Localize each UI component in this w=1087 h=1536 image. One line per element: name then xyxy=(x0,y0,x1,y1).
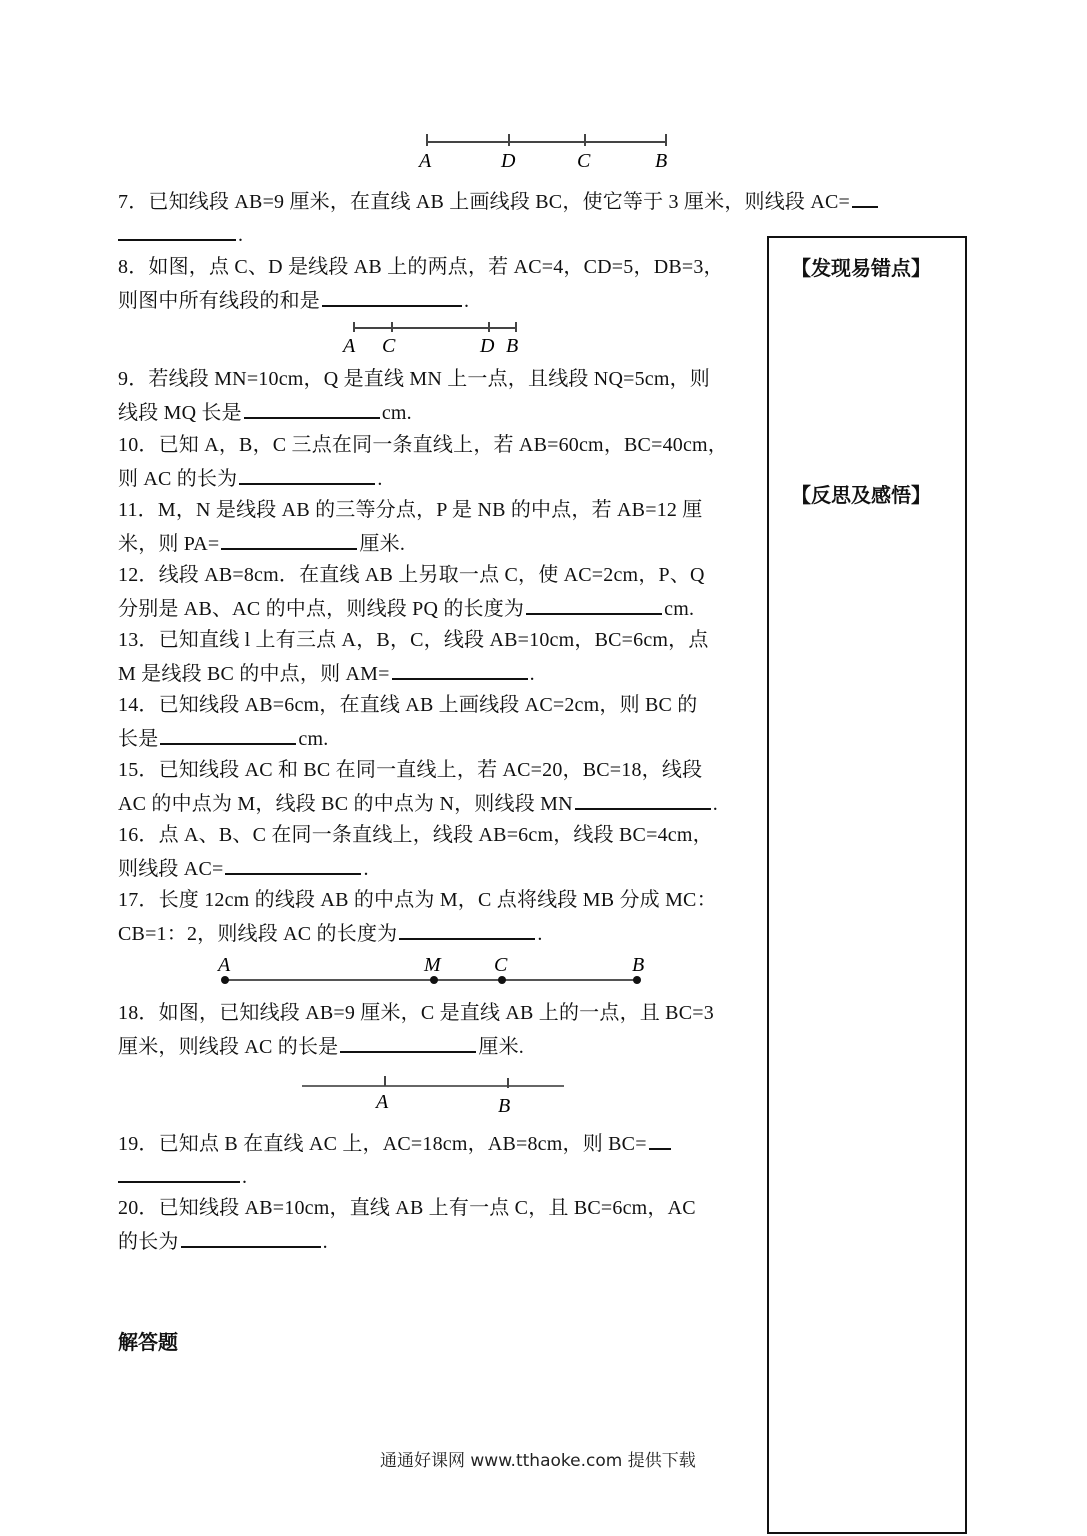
question-20-line-2 xyxy=(118,1228,328,1255)
punctuation: . xyxy=(464,290,470,312)
question-14-text-2: 长是 xyxy=(118,728,159,750)
punctuation: . xyxy=(238,224,244,246)
label-c: C xyxy=(494,954,508,976)
footer-text: 通通好课网 www.tthaoke.com 提供下载 xyxy=(380,1451,696,1471)
question-10-text-2: 则 AC 的长为 xyxy=(118,468,238,490)
answer-blank[interactable] xyxy=(392,660,528,680)
figure-18-segment xyxy=(298,1072,570,1116)
figure-17-segment xyxy=(212,952,657,992)
label-d: D xyxy=(480,335,495,357)
sidebar-title-mistakes: 【发现易错点】 xyxy=(791,256,931,280)
sidebar-title-reflection: 【反思及感悟】 xyxy=(791,483,931,507)
answer-blank[interactable] xyxy=(649,1130,671,1150)
question-17-text: 17．长度 12cm 的线段 AB 的中点为 M，C 点将线段 MB 分成 MC： xyxy=(118,889,717,911)
question-12-line-2 xyxy=(118,595,694,622)
question-8-text-2: 则图中所有线段的和是 xyxy=(118,290,320,312)
question-11-line-2 xyxy=(118,530,405,557)
notes-sidebar xyxy=(767,236,967,1534)
label-b: B xyxy=(632,954,645,976)
question-16-line-2 xyxy=(118,855,369,882)
label-b: B xyxy=(506,335,519,357)
question-15-line-2 xyxy=(118,790,718,817)
question-9-line-2 xyxy=(118,399,412,426)
punctuation: . xyxy=(712,793,718,815)
question-11-line-1 xyxy=(118,497,703,523)
label-c: C xyxy=(382,335,396,357)
answer-blank[interactable] xyxy=(239,465,375,485)
question-7-line-2 xyxy=(118,221,243,248)
label-d: D xyxy=(501,150,516,172)
figure-top-segment xyxy=(415,130,680,172)
label-a: A xyxy=(218,954,231,976)
question-20-text-2: 的长为 xyxy=(118,1231,179,1253)
punctuation: . xyxy=(537,923,543,945)
question-18-text: 18．如图，已知线段 AB=9 厘米，C 是直线 AB 上的一点，且 BC=3 xyxy=(118,1002,714,1024)
answer-blank[interactable] xyxy=(118,1163,240,1183)
question-14-text: 14．已知线段 AB=6cm，在直线 AB 上画线段 AC=2cm，则 BC 的 xyxy=(118,694,698,716)
punctuation: . xyxy=(529,663,535,685)
question-9-text-2: 线段 MQ 长是 xyxy=(118,402,242,424)
unit: cm. xyxy=(381,402,412,424)
question-15-line-1 xyxy=(118,757,702,783)
question-17-text-2: CB=1：2，则线段 AC 的长度为 xyxy=(118,923,398,945)
answer-blank[interactable] xyxy=(181,1228,321,1248)
question-15-text: 15．已知线段 AC 和 BC 在同一直线上，若 AC=20，BC=18，线段 xyxy=(118,759,703,781)
answer-blank[interactable] xyxy=(852,188,878,208)
question-12-text-2: 分别是 AB、AC 的中点，则线段 PQ 的长度为 xyxy=(118,598,525,620)
question-10-line-2 xyxy=(118,465,383,492)
label-a: A xyxy=(419,150,432,172)
answer-blank[interactable] xyxy=(244,399,380,419)
punctuation: . xyxy=(322,1231,328,1253)
question-12-text: 12．线段 AB=8cm．在直线 AB 上另取一点 C，使 AC=2cm，P、Q xyxy=(118,564,705,586)
question-20-line-1 xyxy=(118,1195,696,1221)
unit: cm. xyxy=(664,598,695,620)
question-16-text-2: 则线段 AC= xyxy=(118,858,224,880)
question-18-line-2 xyxy=(118,1033,524,1060)
question-19-line-1 xyxy=(118,1130,673,1157)
answer-blank[interactable] xyxy=(322,287,462,307)
question-18-line-1 xyxy=(118,1000,714,1026)
answer-blank[interactable] xyxy=(160,725,296,745)
unit: 厘米. xyxy=(359,533,406,555)
question-12-line-1 xyxy=(118,562,705,588)
question-13-line-1 xyxy=(118,627,709,653)
question-14-line-1 xyxy=(118,692,697,718)
question-13-text: 13．已知直线 l 上有三点 A，B，C，线段 AB=10cm，BC=6cm，点 xyxy=(118,629,709,651)
question-8-text: 8．如图，点 C、D 是线段 AB 上的两点，若 AC=4，CD=5，DB=3， xyxy=(118,256,724,278)
answer-blank[interactable] xyxy=(575,790,711,810)
figure-8-segment xyxy=(340,318,530,358)
question-11-text-2: 米，则 PA= xyxy=(118,533,220,555)
question-8-line-1 xyxy=(118,254,724,280)
label-a: A xyxy=(376,1091,389,1113)
section-heading: 解答题 xyxy=(118,1330,178,1354)
question-14-line-2 xyxy=(118,725,328,752)
label-c: C xyxy=(577,150,591,172)
question-17-line-2 xyxy=(118,920,543,947)
question-20-text: 20．已知线段 AB=10cm，直线 AB 上有一点 C，且 BC=6cm，AC xyxy=(118,1197,696,1219)
answer-blank[interactable] xyxy=(221,530,357,550)
label-m: M xyxy=(424,954,441,976)
question-7-text: 7．已知线段 AB=9 厘米，在直线 AB 上画线段 BC，使它等于 3 厘米，则线段 AC= xyxy=(118,191,850,213)
question-10-text: 10．已知 A，B，C 三点在同一条直线上，若 AB=60cm，BC=40cm， xyxy=(118,434,729,456)
answer-blank[interactable] xyxy=(526,595,662,615)
question-13-line-2 xyxy=(118,660,535,687)
question-16-line-1 xyxy=(118,822,713,848)
unit: cm. xyxy=(298,728,329,750)
punctuation: . xyxy=(242,1166,248,1188)
answer-blank[interactable] xyxy=(225,855,361,875)
question-7-line-1 xyxy=(118,188,880,215)
unit: 厘米. xyxy=(478,1036,524,1058)
punctuation: . xyxy=(363,858,369,880)
question-13-text-2: M 是线段 BC 的中点，则 AM= xyxy=(118,663,390,685)
question-16-text: 16．点 A、B、C 在同一条直线上，线段 AB=6cm，线段 BC=4cm， xyxy=(118,824,713,846)
answer-blank[interactable] xyxy=(399,920,535,940)
question-8-line-2 xyxy=(118,287,469,314)
question-10-line-1 xyxy=(118,432,728,458)
question-18-text-2: 厘米，则线段 AC 的长是 xyxy=(118,1036,339,1058)
label-a: A xyxy=(343,335,356,357)
answer-blank[interactable] xyxy=(340,1033,476,1053)
label-b: B xyxy=(655,150,668,172)
question-15-text-2: AC 的中点为 M，线段 BC 的中点为 N，则线段 MN xyxy=(118,793,573,815)
question-19-text: 19．已知点 B 在直线 AC 上，AC=18cm，AB=8cm，则 BC= xyxy=(118,1133,647,1155)
question-17-line-1 xyxy=(118,887,717,913)
question-19-line-2 xyxy=(118,1163,247,1190)
question-9-line-1 xyxy=(118,366,710,392)
question-11-text: 11．M，N 是线段 AB 的三等分点，P 是 NB 的中点，若 AB=12 厘 xyxy=(118,499,703,521)
question-9-text: 9．若线段 MN=10cm，Q 是直线 MN 上一点，且线段 NQ=5cm，则 xyxy=(118,368,711,390)
punctuation: . xyxy=(377,468,383,490)
answer-blank[interactable] xyxy=(118,221,236,241)
label-b: B xyxy=(498,1095,511,1116)
